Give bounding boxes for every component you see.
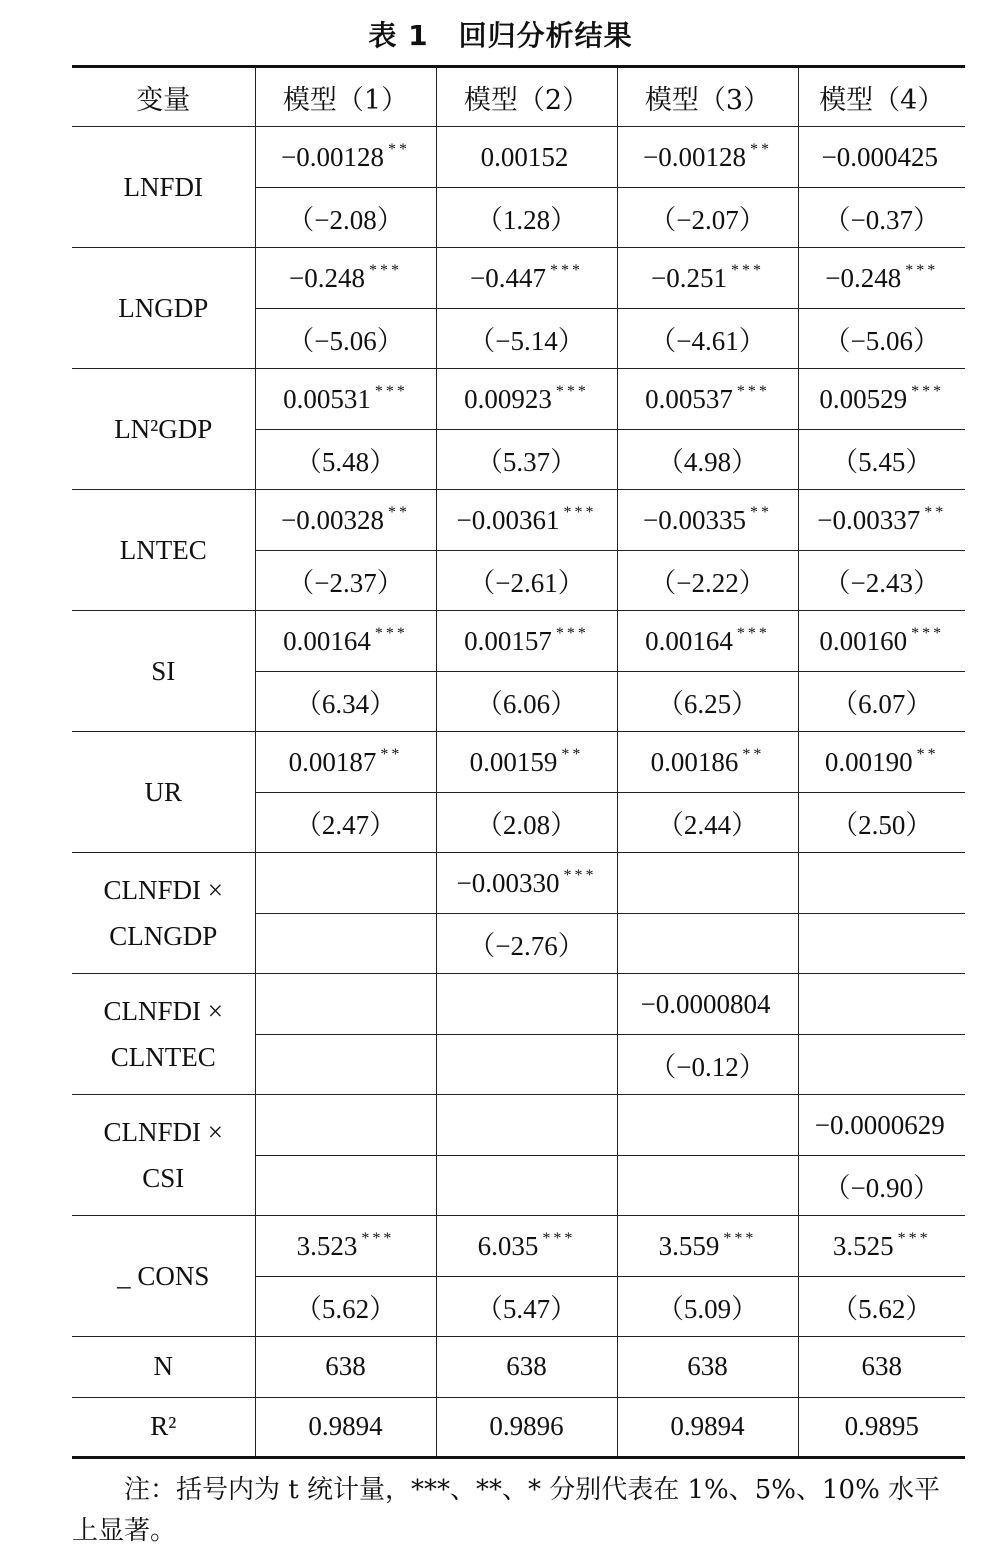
coefficient-cell (798, 732, 965, 793)
table-row (72, 1397, 965, 1458)
significance-stars: *** (374, 624, 408, 642)
t-statistic-cell (617, 1155, 798, 1216)
coefficient-cell (255, 853, 436, 914)
coefficient-value: 0.00164 (283, 625, 371, 656)
coefficient-cell (436, 1095, 617, 1156)
significance-stars: *** (723, 1229, 757, 1247)
coefficient-value: −0.0000804 (640, 988, 771, 1019)
coefficient-cell (436, 248, 617, 309)
significance-stars: ** (742, 745, 765, 763)
coefficient-value: −0.0000629 (814, 1109, 945, 1140)
variable-name: UR (72, 732, 255, 853)
coefficient-value: 0.00537 (645, 383, 733, 414)
coefficient-cell (798, 490, 965, 551)
t-statistic-cell: （−2.07） (617, 187, 798, 248)
coefficient-value: −0.00128 (643, 141, 746, 172)
coefficient-value: 0.00164 (645, 625, 733, 656)
coefficient-cell (617, 490, 798, 551)
variable-name: N (72, 1337, 255, 1398)
t-statistic-cell: （6.25） (617, 671, 798, 732)
t-statistic-cell: （−0.90） (798, 1155, 965, 1216)
t-statistic-cell: （−4.61） (617, 308, 798, 369)
t-statistic-cell: （−0.37） (798, 187, 965, 248)
coefficient-value: −0.00361 (456, 504, 560, 535)
statistic-cell: 0.9896 (436, 1397, 617, 1458)
coefficient-value: −0.447 (470, 262, 546, 293)
t-statistic-cell: （−2.22） (617, 550, 798, 611)
significance-stars: ** (749, 503, 772, 521)
significance-stars: *** (555, 382, 589, 400)
table-row (72, 732, 965, 793)
t-statistic-cell (255, 1034, 436, 1095)
variable-name: R² (72, 1397, 255, 1458)
header-cell: 模型（2） (436, 67, 617, 127)
coefficient-cell (255, 369, 436, 430)
coefficient-cell (798, 369, 965, 430)
significance-stars: ** (380, 745, 403, 763)
t-statistic-cell: （−5.06） (798, 308, 965, 369)
t-statistic-cell: （−2.08） (255, 187, 436, 248)
table-row (72, 369, 965, 430)
coefficient-value: 3.525 (832, 1230, 894, 1261)
coefficient-cell (617, 611, 798, 672)
t-statistic-cell: （5.62） (255, 1276, 436, 1337)
statistic-cell: 0.9894 (255, 1397, 436, 1458)
coefficient-value: 3.523 (296, 1230, 358, 1261)
table-title (0, 14, 1001, 54)
t-statistic-cell: （4.98） (617, 429, 798, 490)
significance-stars: *** (736, 382, 770, 400)
significance-stars: *** (897, 1229, 931, 1247)
coefficient-value: 0.00529 (819, 383, 908, 414)
table-row (72, 127, 965, 188)
table-row (72, 490, 965, 551)
significance-stars: *** (563, 503, 597, 521)
statistic-cell: 0.9894 (617, 1397, 798, 1458)
significance-stars: ** (916, 745, 939, 763)
coefficient-cell (255, 974, 436, 1035)
variable-name: _ CONS (72, 1216, 255, 1337)
t-statistic-cell (798, 1034, 965, 1095)
coefficient-cell (436, 853, 617, 914)
significance-stars: *** (911, 624, 945, 642)
coefficient-cell (255, 127, 436, 188)
significance-stars: *** (911, 382, 945, 400)
t-statistic-cell: （−0.12） (617, 1034, 798, 1095)
significance-stars: *** (563, 866, 597, 884)
statistic-cell: 0.9895 (798, 1397, 965, 1458)
significance-stars: *** (368, 261, 402, 279)
coefficient-cell (255, 490, 436, 551)
significance-stars: *** (374, 382, 408, 400)
table-row (72, 248, 965, 309)
coefficient-cell (255, 1216, 436, 1277)
table-row (72, 1095, 965, 1156)
coefficient-cell (436, 127, 617, 188)
statistic-cell: 638 (436, 1337, 617, 1398)
table-caption: 回归分析结果 (458, 19, 633, 52)
regression-table (72, 65, 965, 1459)
coefficient-value: −0.248 (825, 262, 902, 293)
table-note: 注：括号内为 t 统计量，***、**、* 分别代表在 1%、5%、10% 水平上显著。 (72, 1475, 941, 1546)
significance-stars: *** (555, 624, 589, 642)
variable-name: CLNFDI × CSI (72, 1095, 255, 1216)
coefficient-cell (255, 732, 436, 793)
coefficient-cell (798, 853, 965, 914)
t-statistic-cell: （5.47） (436, 1276, 617, 1337)
variable-name: CLNFDI × CLNGDP (72, 853, 255, 974)
coefficient-value: −0.251 (651, 262, 727, 293)
t-statistic-cell: （1.28） (436, 187, 617, 248)
variable-name: LNTEC (72, 490, 255, 611)
t-statistic-cell: （2.08） (436, 792, 617, 853)
coefficient-cell (617, 1216, 798, 1277)
t-statistic-cell: （6.06） (436, 671, 617, 732)
variable-name: LN²GDP (72, 369, 255, 490)
coefficient-value: 0.00186 (650, 746, 739, 777)
significance-stars: *** (730, 261, 764, 279)
t-statistic-cell: （2.44） (617, 792, 798, 853)
coefficient-cell (798, 1216, 965, 1277)
coefficient-cell (617, 1095, 798, 1156)
coefficient-value: 3.559 (658, 1230, 720, 1261)
coefficient-value: 0.00152 (480, 141, 569, 172)
coefficient-value: −0.00337 (817, 504, 921, 535)
variable-name: CLNFDI × CLNTEC (72, 974, 255, 1095)
t-statistic-cell: （5.48） (255, 429, 436, 490)
header-cell: 模型（4） (798, 67, 965, 127)
statistic-cell: 638 (255, 1337, 436, 1398)
significance-stars: ** (924, 503, 947, 521)
t-statistic-cell: （−5.06） (255, 308, 436, 369)
header-cell: 变量 (72, 67, 255, 127)
coefficient-cell (436, 490, 617, 551)
coefficient-cell (798, 127, 965, 188)
coefficient-cell (436, 1216, 617, 1277)
coefficient-cell (617, 369, 798, 430)
coefficient-value: 0.00923 (464, 383, 552, 414)
significance-stars: *** (736, 624, 770, 642)
coefficient-cell (617, 248, 798, 309)
coefficient-value: 0.00190 (824, 746, 913, 777)
table-body (72, 127, 965, 1458)
coefficient-value: 0.00531 (283, 383, 371, 414)
coefficient-cell (798, 248, 965, 309)
t-statistic-cell: （2.50） (798, 792, 965, 853)
coefficient-value: 6.035 (477, 1230, 539, 1261)
table-row (72, 974, 965, 1035)
coefficient-cell (255, 611, 436, 672)
table-row (72, 853, 965, 914)
t-statistic-cell: （5.09） (617, 1276, 798, 1337)
t-statistic-cell: （−2.37） (255, 550, 436, 611)
coefficient-cell (798, 1095, 965, 1156)
coefficient-value: 0.00187 (288, 746, 377, 777)
t-statistic-cell: （5.37） (436, 429, 617, 490)
coefficient-value: 0.00160 (819, 625, 908, 656)
coefficient-cell (436, 369, 617, 430)
t-statistic-cell (436, 1155, 617, 1216)
coefficient-cell (436, 732, 617, 793)
t-statistic-cell (255, 913, 436, 974)
table-row (72, 1216, 965, 1277)
statistic-cell: 638 (617, 1337, 798, 1398)
significance-stars: ** (387, 140, 410, 158)
variable-name: SI (72, 611, 255, 732)
significance-stars: *** (542, 1229, 576, 1247)
significance-stars: ** (749, 140, 772, 158)
coefficient-cell (255, 248, 436, 309)
coefficient-value: 0.00157 (464, 625, 552, 656)
coefficient-cell (436, 611, 617, 672)
t-statistic-cell: （2.47） (255, 792, 436, 853)
coefficient-value: 0.00159 (469, 746, 558, 777)
t-statistic-cell (798, 913, 965, 974)
statistic-cell: 638 (798, 1337, 965, 1398)
t-statistic-cell: （5.45） (798, 429, 965, 490)
t-statistic-cell: （−2.43） (798, 550, 965, 611)
significance-stars: ** (561, 745, 584, 763)
t-statistic-cell: （5.62） (798, 1276, 965, 1337)
significance-stars: *** (361, 1229, 395, 1247)
header-cell: 模型（3） (617, 67, 798, 127)
coefficient-cell (617, 853, 798, 914)
significance-stars: *** (549, 261, 583, 279)
header-cell: 模型（1） (255, 67, 436, 127)
t-statistic-cell: （6.34） (255, 671, 436, 732)
table-row (72, 1337, 965, 1398)
coefficient-value: −0.00128 (281, 141, 384, 172)
t-statistic-cell: （−2.76） (436, 913, 617, 974)
coefficient-value: −0.000425 (821, 141, 938, 172)
t-statistic-cell: （−2.61） (436, 550, 617, 611)
coefficient-cell (617, 127, 798, 188)
coefficient-cell (255, 1095, 436, 1156)
variable-name: LNFDI (72, 127, 255, 248)
t-statistic-cell: （−5.14） (436, 308, 617, 369)
coefficient-cell (617, 732, 798, 793)
coefficient-cell (798, 611, 965, 672)
table-row (72, 611, 965, 672)
variable-name: LNGDP (72, 248, 255, 369)
table-number: 表 1 (368, 19, 429, 52)
coefficient-value: −0.00330 (456, 867, 560, 898)
coefficient-cell (798, 974, 965, 1035)
coefficient-value: −0.00328 (281, 504, 384, 535)
t-statistic-cell: （6.07） (798, 671, 965, 732)
coefficient-value: −0.248 (289, 262, 365, 293)
significance-stars: ** (387, 503, 410, 521)
t-statistic-cell (617, 913, 798, 974)
t-statistic-cell (255, 1155, 436, 1216)
coefficient-cell (617, 974, 798, 1035)
coefficient-value: −0.00335 (643, 504, 746, 535)
coefficient-cell (436, 974, 617, 1035)
significance-stars: *** (905, 261, 939, 279)
t-statistic-cell (436, 1034, 617, 1095)
header-row (72, 67, 965, 127)
